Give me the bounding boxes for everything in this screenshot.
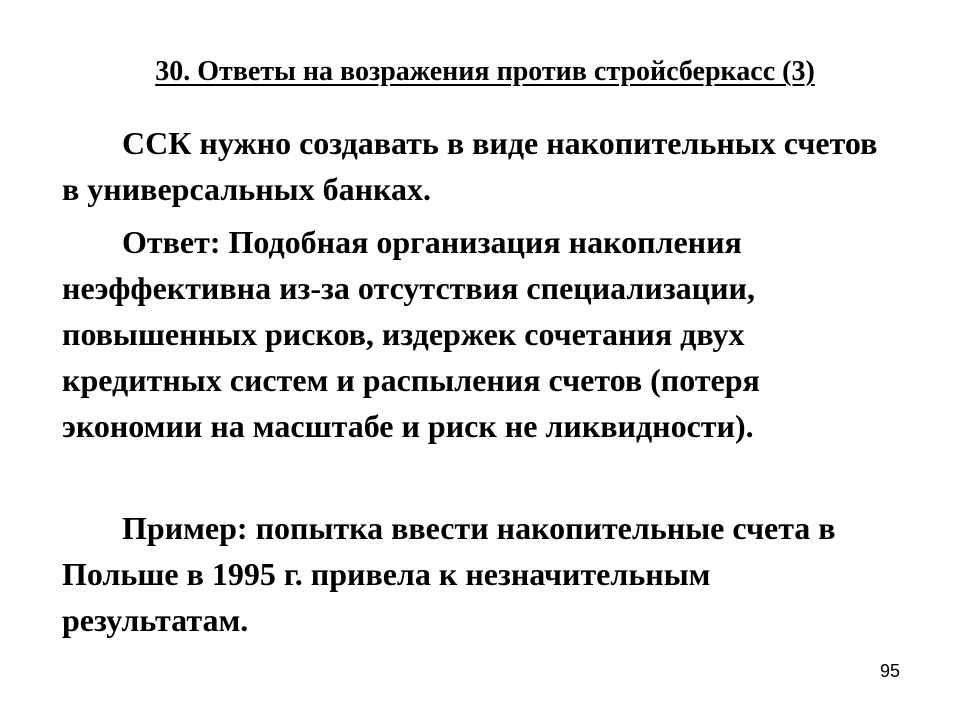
objection-paragraph: ССК нужно создавать в виде накопительных счетов в универсальных банках. [62, 125, 878, 207]
slide-title: 30. Ответы на возражения против стройсберкасс (3) [155, 56, 815, 87]
page-number: 95 [879, 661, 900, 681]
answer-paragraph: Ответ: Подобная организация накопления неэффективна из-за отсутствия специализации, повышенных рисков, издержек сочетания двух кредитных систем и распыления счетов (потеря экономии на масштабе и риск не ликвидности). [62, 224, 760, 444]
example-paragraph: Пример: попытка ввести накопительные счета в Польше в 1995 г. привела к незначительным результатам. [62, 510, 836, 638]
